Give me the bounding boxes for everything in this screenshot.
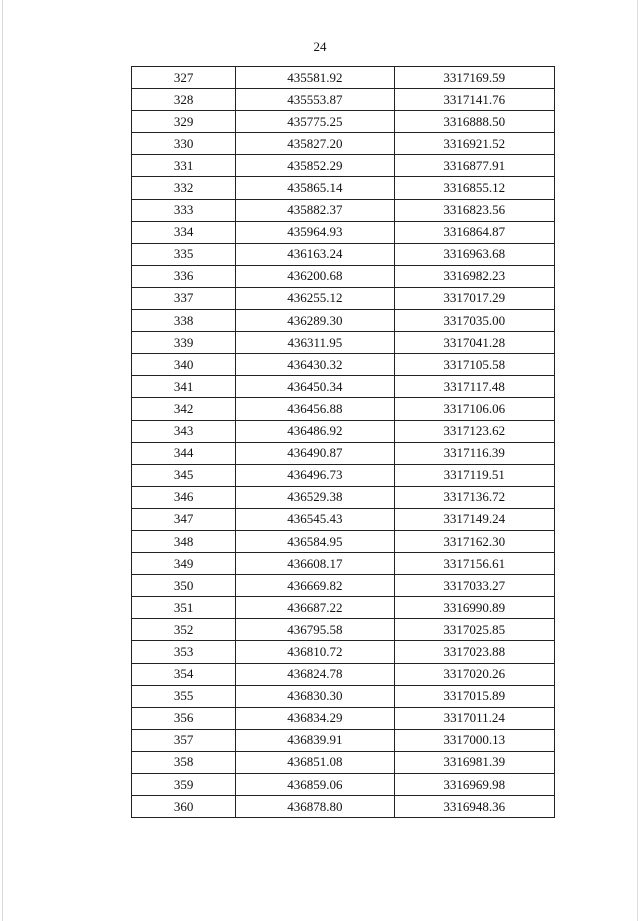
y-coordinate-cell: 3317015.89 <box>394 685 554 707</box>
point-number-cell: 338 <box>132 310 236 332</box>
y-coordinate-cell: 3317162.30 <box>394 530 554 552</box>
x-coordinate-cell: 436687.22 <box>236 597 394 619</box>
x-coordinate-cell: 436289.30 <box>236 310 394 332</box>
y-coordinate-cell: 3317017.29 <box>394 287 554 309</box>
table-row <box>132 111 555 133</box>
scan-edge-left <box>2 0 3 921</box>
point-number-cell: 356 <box>132 707 236 729</box>
point-number-cell: 351 <box>132 597 236 619</box>
table-row <box>132 376 555 398</box>
table-row <box>132 597 555 619</box>
point-number-cell: 342 <box>132 398 236 420</box>
x-coordinate-cell: 436200.68 <box>236 265 394 287</box>
y-coordinate-cell: 3317119.51 <box>394 464 554 486</box>
point-number-cell: 344 <box>132 442 236 464</box>
point-number-cell: 350 <box>132 575 236 597</box>
x-coordinate-cell: 436545.43 <box>236 508 394 530</box>
point-number-cell: 353 <box>132 641 236 663</box>
x-coordinate-cell: 436834.29 <box>236 707 394 729</box>
point-number-cell: 349 <box>132 553 236 575</box>
point-number-cell: 357 <box>132 729 236 751</box>
point-number-cell: 359 <box>132 774 236 796</box>
point-number-cell: 347 <box>132 508 236 530</box>
point-number-cell: 335 <box>132 243 236 265</box>
x-coordinate-cell: 436490.87 <box>236 442 394 464</box>
y-coordinate-cell: 3317020.26 <box>394 663 554 685</box>
table-row <box>132 287 555 309</box>
x-coordinate-cell: 435827.20 <box>236 133 394 155</box>
table-row <box>132 310 555 332</box>
table-row <box>132 619 555 641</box>
y-coordinate-cell: 3316921.52 <box>394 133 554 155</box>
x-coordinate-cell: 436795.58 <box>236 619 394 641</box>
x-coordinate-cell: 436851.08 <box>236 751 394 773</box>
x-coordinate-cell: 435964.93 <box>236 221 394 243</box>
table-row <box>132 420 555 442</box>
table-row <box>132 486 555 508</box>
point-number-cell: 328 <box>132 89 236 111</box>
table-row <box>132 332 555 354</box>
y-coordinate-cell: 3317123.62 <box>394 420 554 442</box>
point-number-cell: 332 <box>132 177 236 199</box>
table-row <box>132 398 555 420</box>
y-coordinate-cell: 3317041.28 <box>394 332 554 354</box>
y-coordinate-cell: 3317105.58 <box>394 354 554 376</box>
x-coordinate-cell: 436824.78 <box>236 663 394 685</box>
point-number-cell: 348 <box>132 530 236 552</box>
table-row <box>132 221 555 243</box>
x-coordinate-cell: 435852.29 <box>236 155 394 177</box>
table-row <box>132 751 555 773</box>
point-number-cell: 341 <box>132 376 236 398</box>
table-row <box>132 89 555 111</box>
x-coordinate-cell: 436859.06 <box>236 774 394 796</box>
x-coordinate-cell: 436608.17 <box>236 553 394 575</box>
table-row <box>132 796 555 818</box>
point-number-cell: 345 <box>132 464 236 486</box>
table-row <box>132 663 555 685</box>
y-coordinate-cell: 3317025.85 <box>394 619 554 641</box>
point-number-cell: 354 <box>132 663 236 685</box>
point-number-cell: 340 <box>132 354 236 376</box>
y-coordinate-cell: 3317106.06 <box>394 398 554 420</box>
point-number-cell: 334 <box>132 221 236 243</box>
y-coordinate-cell: 3317156.61 <box>394 553 554 575</box>
x-coordinate-cell: 436255.12 <box>236 287 394 309</box>
table-row <box>132 641 555 663</box>
y-coordinate-cell: 3316982.23 <box>394 265 554 287</box>
point-number-cell: 337 <box>132 287 236 309</box>
table-row <box>132 530 555 552</box>
y-coordinate-cell: 3317035.00 <box>394 310 554 332</box>
x-coordinate-cell: 436810.72 <box>236 641 394 663</box>
y-coordinate-cell: 3317149.24 <box>394 508 554 530</box>
table-row <box>132 67 555 89</box>
y-coordinate-cell: 3316990.89 <box>394 597 554 619</box>
x-coordinate-cell: 435553.87 <box>236 89 394 111</box>
x-coordinate-cell: 436529.38 <box>236 486 394 508</box>
y-coordinate-cell: 3317136.72 <box>394 486 554 508</box>
point-number-cell: 327 <box>132 67 236 89</box>
y-coordinate-cell: 3316963.68 <box>394 243 554 265</box>
table-row <box>132 155 555 177</box>
x-coordinate-cell: 436839.91 <box>236 729 394 751</box>
y-coordinate-cell: 3316981.39 <box>394 751 554 773</box>
point-number-cell: 358 <box>132 751 236 773</box>
y-coordinate-cell: 3316877.91 <box>394 155 554 177</box>
x-coordinate-cell: 436496.73 <box>236 464 394 486</box>
x-coordinate-cell: 436450.34 <box>236 376 394 398</box>
coordinate-table <box>131 66 555 818</box>
table-row <box>132 133 555 155</box>
y-coordinate-cell: 3317033.27 <box>394 575 554 597</box>
x-coordinate-cell: 435865.14 <box>236 177 394 199</box>
coordinate-table-body <box>132 67 555 818</box>
x-coordinate-cell: 436311.95 <box>236 332 394 354</box>
x-coordinate-cell: 436430.32 <box>236 354 394 376</box>
y-coordinate-cell: 3316969.98 <box>394 774 554 796</box>
y-coordinate-cell: 3317169.59 <box>394 67 554 89</box>
y-coordinate-cell: 3317116.39 <box>394 442 554 464</box>
y-coordinate-cell: 3316864.87 <box>394 221 554 243</box>
y-coordinate-cell: 3316823.56 <box>394 199 554 221</box>
point-number-cell: 331 <box>132 155 236 177</box>
y-coordinate-cell: 3316948.36 <box>394 796 554 818</box>
table-row <box>132 508 555 530</box>
y-coordinate-cell: 3316888.50 <box>394 111 554 133</box>
table-row <box>132 354 555 376</box>
table-row <box>132 575 555 597</box>
x-coordinate-cell: 436163.24 <box>236 243 394 265</box>
page-number: 24 <box>313 39 327 54</box>
point-number-cell: 343 <box>132 420 236 442</box>
x-coordinate-cell: 436669.82 <box>236 575 394 597</box>
x-coordinate-cell: 436878.80 <box>236 796 394 818</box>
point-number-cell: 330 <box>132 133 236 155</box>
table-row <box>132 243 555 265</box>
x-coordinate-cell: 435581.92 <box>236 67 394 89</box>
table-row <box>132 685 555 707</box>
x-coordinate-cell: 435882.37 <box>236 199 394 221</box>
table-row <box>132 553 555 575</box>
y-coordinate-cell: 3317011.24 <box>394 707 554 729</box>
table-row <box>132 774 555 796</box>
point-number-cell: 355 <box>132 685 236 707</box>
table-row <box>132 265 555 287</box>
point-number-cell: 352 <box>132 619 236 641</box>
scan-edge-right <box>637 0 638 921</box>
coordinate-table-wrapper <box>131 66 555 818</box>
point-number-cell: 336 <box>132 265 236 287</box>
table-row <box>132 177 555 199</box>
x-coordinate-cell: 436456.88 <box>236 398 394 420</box>
table-row <box>132 442 555 464</box>
y-coordinate-cell: 3317141.76 <box>394 89 554 111</box>
point-number-cell: 360 <box>132 796 236 818</box>
x-coordinate-cell: 435775.25 <box>236 111 394 133</box>
table-row <box>132 464 555 486</box>
table-row <box>132 729 555 751</box>
y-coordinate-cell: 3317117.48 <box>394 376 554 398</box>
point-number-cell: 333 <box>132 199 236 221</box>
y-coordinate-cell: 3317023.88 <box>394 641 554 663</box>
x-coordinate-cell: 436830.30 <box>236 685 394 707</box>
x-coordinate-cell: 436584.95 <box>236 530 394 552</box>
y-coordinate-cell: 3317000.13 <box>394 729 554 751</box>
x-coordinate-cell: 436486.92 <box>236 420 394 442</box>
point-number-cell: 346 <box>132 486 236 508</box>
table-row <box>132 707 555 729</box>
table-row <box>132 199 555 221</box>
point-number-cell: 329 <box>132 111 236 133</box>
y-coordinate-cell: 3316855.12 <box>394 177 554 199</box>
point-number-cell: 339 <box>132 332 236 354</box>
